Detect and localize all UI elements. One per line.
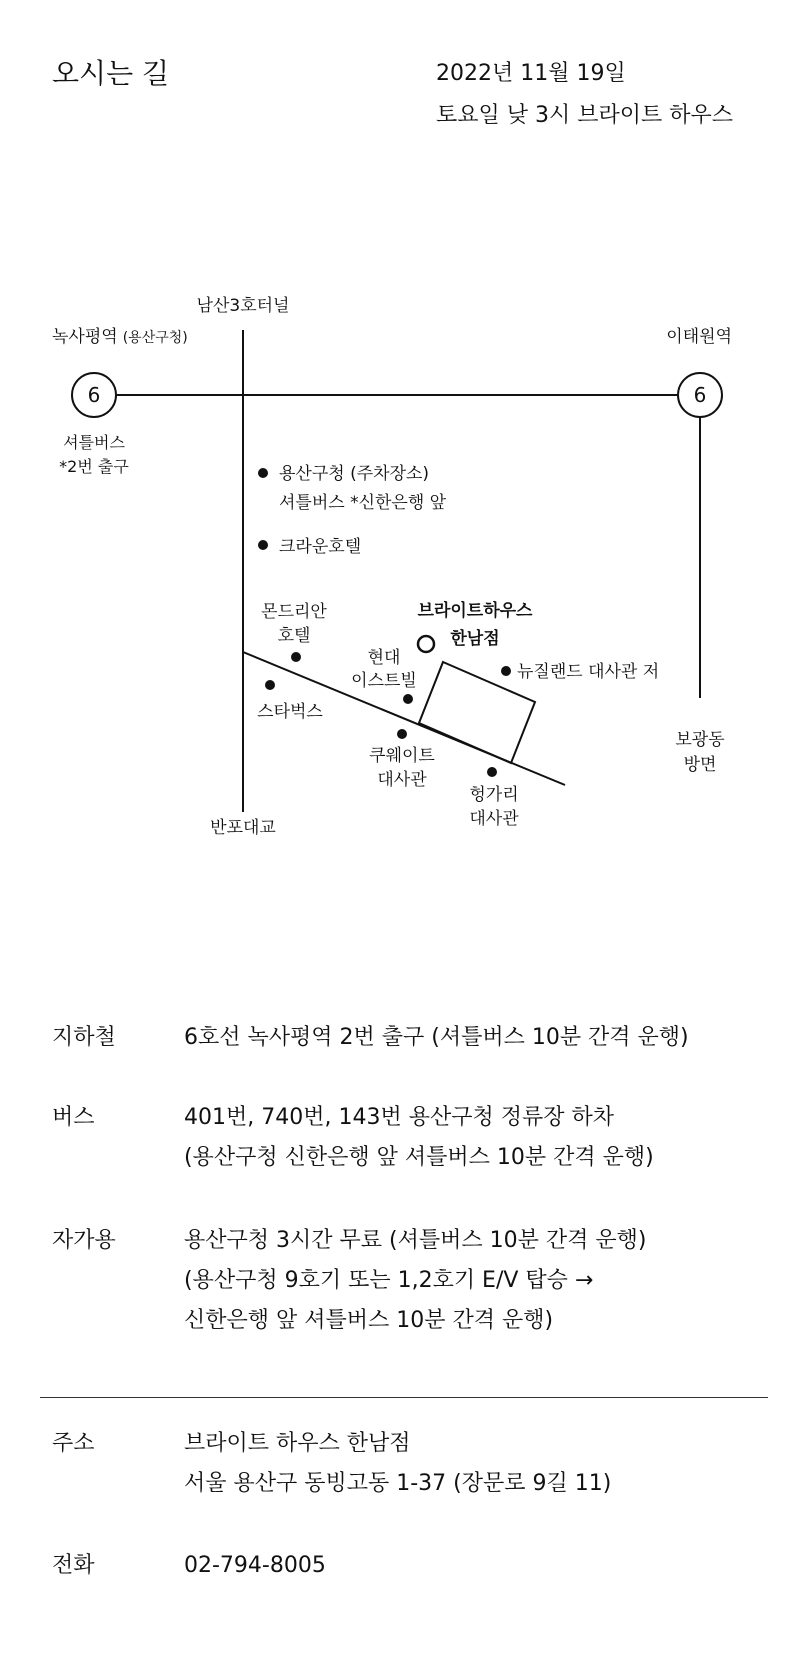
- landmark-mondrian-2: 호텔: [277, 626, 311, 646]
- landmark-dot-starbucks: [265, 680, 275, 690]
- section-divider: [40, 1397, 768, 1398]
- landmark-dot-mondrian: [291, 652, 301, 662]
- landmark-hungary-2: 대사관: [469, 809, 519, 829]
- event-time: 토요일 낮 3시 브라이트 하우스: [436, 103, 733, 128]
- station-east-name: 이태원역: [666, 327, 732, 347]
- directions-bus-line: (용산구청 신한은행 앞 셔틀버스 10분 간격 운행): [184, 1145, 654, 1170]
- contact-address-label: 주소: [52, 1431, 95, 1456]
- directions-car-line: 신한은행 앞 셔틀버스 10분 간격 운행): [184, 1308, 554, 1333]
- station-west-line-number: 6: [87, 383, 101, 407]
- landmark-hyundai-1: 현대: [367, 648, 401, 668]
- directions-car-line: (용산구청 9호기 또는 1,2호기 E/V 탑승 →: [184, 1268, 594, 1293]
- contact-address-line: 브라이트 하우스 한남점: [184, 1431, 411, 1456]
- landmark-kuwait-1: 쿠웨이트: [369, 746, 435, 766]
- directions-subway-line: 6호선 녹사평역 2번 출구 (셔틀버스 10분 간격 운행): [184, 1025, 689, 1050]
- directions-bus-line: 401번, 740번, 143번 용산구청 정류장 하차: [184, 1105, 614, 1130]
- station-west-note-1: 셔틀버스: [63, 433, 125, 452]
- venue-name-2: 한남점: [450, 629, 500, 649]
- landmark-dot-kuwait: [397, 729, 407, 739]
- location-map: [0, 280, 808, 860]
- landmark-dot-crown-hotel: [258, 540, 268, 550]
- landmark-kuwait-2: 대사관: [377, 770, 427, 790]
- landmark-dot-nz: [501, 666, 511, 676]
- directions-car-label: 자가용: [52, 1228, 116, 1253]
- station-west-name-text: 녹사평역: [52, 327, 118, 347]
- landmark-yongsan-office: 용산구청 (주차장소): [279, 464, 430, 484]
- station-west-name: [52, 326, 188, 347]
- landmark-hungary-1: 헝가리: [469, 785, 519, 805]
- landmark-dot-hungary: [487, 767, 497, 777]
- station-west-sub: (용산구청): [122, 330, 188, 346]
- road-label-east-2: 방면: [683, 755, 717, 775]
- contact-phone-number: 02-794-8005: [184, 1553, 326, 1578]
- landmark-starbucks: 스타벅스: [257, 702, 323, 722]
- landmark-crown-hotel: 크라운호텔: [279, 537, 362, 557]
- landmark-hyundai-2: 이스트빌: [351, 671, 417, 691]
- venue-name-1: 브라이트하우스: [417, 601, 533, 621]
- contact-phone-label: 전화: [52, 1553, 95, 1578]
- road-label-north: 남산3호터널: [196, 296, 290, 316]
- landmark-nz-residence: 뉴질랜드 대사관 저: [517, 662, 660, 682]
- road-label-east-1: 보광동: [675, 730, 725, 750]
- road-label-south: 반포대교: [210, 818, 276, 838]
- page-title: 오시는 길: [52, 57, 170, 90]
- landmark-dot-yongsan-office: [258, 468, 268, 478]
- contact-address-line: 서울 용산구 동빙고동 1-37 (장문로 9길 11): [184, 1471, 612, 1496]
- event-date: 2022년 11월 19일: [436, 61, 626, 86]
- venue-marker: [418, 636, 434, 652]
- directions-car-line: 용산구청 3시간 무료 (셔틀버스 10분 간격 운행): [184, 1228, 647, 1253]
- landmark-mondrian-1: 몬드리안: [261, 602, 327, 622]
- landmark-dot-hyundai: [403, 694, 413, 704]
- landmark-yongsan-shuttle: 셔틀버스 *신한은행 앞: [279, 493, 447, 513]
- station-east-line-number: 6: [693, 383, 707, 407]
- directions-subway-label: 지하철: [52, 1025, 116, 1050]
- station-west-note-2: *2번 출구: [59, 457, 129, 476]
- directions-bus-label: 버스: [52, 1105, 95, 1130]
